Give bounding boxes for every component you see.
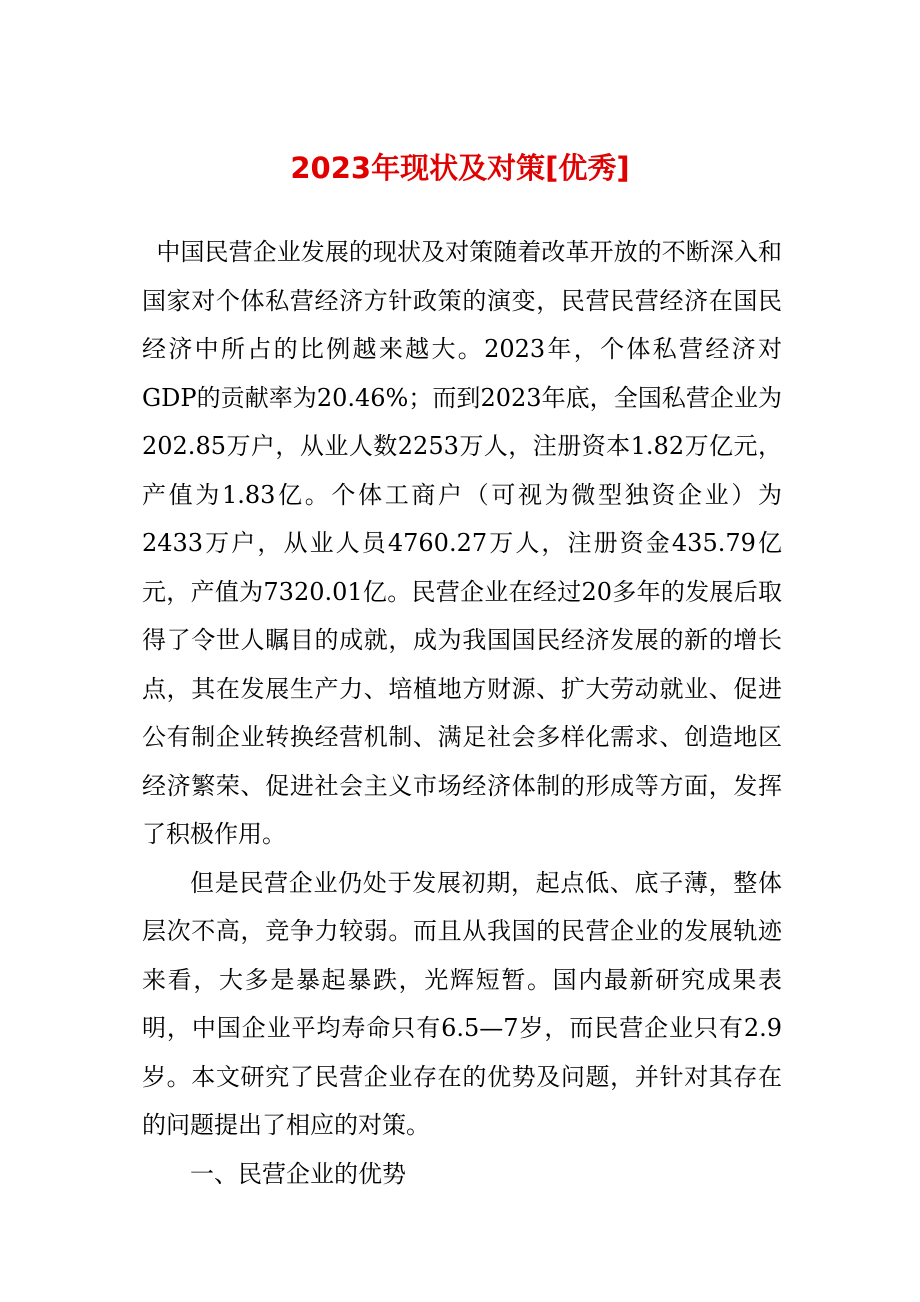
paragraph-2: 但是民营企业仍处于发展初期，起点低、底子薄，整体层次不高，竞争力较弱。而且从我国的民营企业的发展轨迹来看，大多是暴起暴跌，光辉短暂。国内最新研究成果表明，中国企业平均寿命只有6.5—7岁，而民营企业只有2.9岁。本文研究了民营企业存在的优势及问题，并针对其存在的问题提出了相应的对策。 <box>142 868 782 1139</box>
paragraph-1: 中国民营企业发展的现状及对策随着改革开放的不断深入和国家对个体私营经济方针政策的演变，民营民营经济在国民经济中所占的比例越来越大。2023年，个体私营经济对GDP的贡献率为20.46%；而到2023年底，全国私营企业为202.85万户，从业人数2253万人，注册资本1.82万亿元，产值为1.83亿。个体工商户（可视为微型独资企业）为2433万户，从业人员4760.27万人，注册资金435.79亿元，产值为7320.01亿。民营企业在经过20多年的发展后取得了令世人瞩目的成就，成为我国国民经济发展的新的增长点，其在发展生产力、培植地方财源、扩大劳动就业、促进公有制企业转换经营机制、满足社会多样化需求、创造地区经济繁荣、促进社会主义市场经济体制的形成等方面，发挥了积极作用。 <box>142 238 782 848</box>
document-title: 2023年现状及对策[优秀] <box>290 151 630 185</box>
document-body <box>142 228 782 1198</box>
section-heading: 一、民营企业的优势 <box>190 1159 406 1188</box>
